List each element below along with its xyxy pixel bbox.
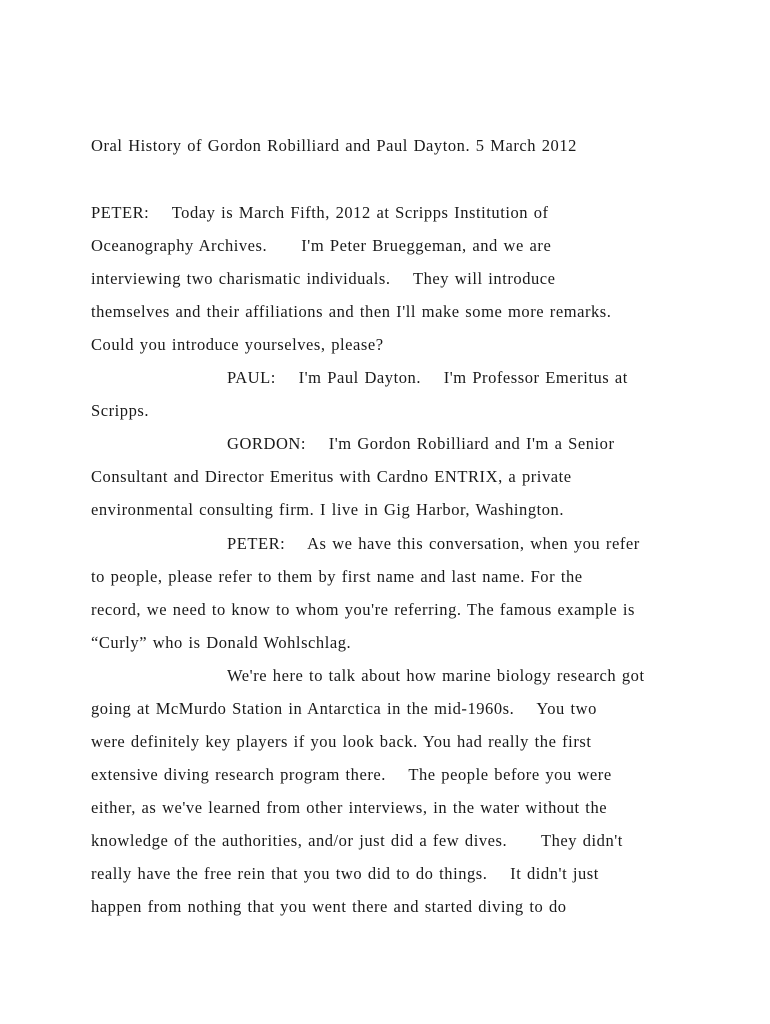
transcript-line: Could you introduce yourselves, please? [91, 335, 384, 354]
transcript-line: going at McMurdo Station in Antarctica in the mid-1960s. You two [91, 699, 597, 718]
transcript-line: environmental consulting firm. I live in Gig Harbor, Washington. [91, 500, 565, 519]
transcript-line: to people, please refer to them by first name and last name. For the [91, 567, 583, 586]
transcript-line: Oceanography Archives. I'm Peter Brueggeman, and we are [91, 236, 552, 255]
transcript-line: Scripps. [91, 401, 150, 420]
transcript-line: themselves and their affiliations and then I'll make some more remarks. [91, 302, 612, 321]
transcript-line: either, as we've learned from other interviews, in the water without the [91, 798, 608, 817]
transcript-line: record, we need to know to whom you're referring. The famous example is [91, 600, 635, 619]
transcript-line: really have the free rein that you two did to do things. It didn't just [91, 864, 599, 883]
transcript-line: GORDON: I'm Gordon Robilliard and I'm a Senior [227, 434, 615, 453]
transcript-line: PETER: As we have this conversation, when you refer [227, 534, 640, 553]
document-title: Oral History of Gordon Robilliard and Paul Dayton. 5 March 2012 [91, 136, 577, 155]
transcript-line: We're here to talk about how marine biology research got [227, 666, 645, 685]
transcript-line: “Curly” who is Donald Wohlschlag. [91, 633, 352, 652]
transcript-line: interviewing two charismatic individuals. They will introduce [91, 269, 556, 288]
transcript-line: Consultant and Director Emeritus with Cardno ENTRIX, a private [91, 467, 572, 486]
transcript-line: extensive diving research program there. The people before you were [91, 765, 612, 784]
transcript-line: PAUL: I'm Paul Dayton. I'm Professor Emeritus at [227, 368, 628, 387]
transcript-line: happen from nothing that you went there and started diving to do [91, 897, 567, 916]
transcript-line: PETER: Today is March Fifth, 2012 at Scripps Institution of [91, 203, 549, 222]
transcript-line: were definitely key players if you look back. You had really the first [91, 732, 592, 751]
transcript-line: knowledge of the authorities, and/or just did a few dives. They didn't [91, 831, 623, 850]
